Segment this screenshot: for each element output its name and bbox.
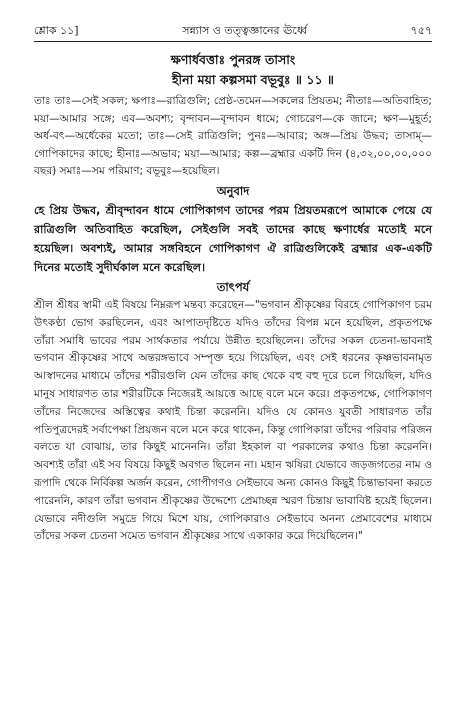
verse-line-1: ক্ষণার্ধবত্তাঃ পুনরঙ্গ তাসাং (170, 52, 296, 67)
book-page (34, 22, 432, 546)
purport-heading: তাৎপর্য (216, 279, 250, 294)
page-number: ৭৫৭ (410, 24, 432, 37)
running-header (34, 22, 432, 38)
chapter-title: সন্ন্যাস ও তত্ত্বজ্ঞানের ঊর্ধ্বে (182, 24, 307, 37)
verse-number-label: শ্লোক ১১] (34, 24, 79, 37)
translation-paragraph: হে প্রিয় উদ্ধব, শ্রীবৃন্দাবন ধামে গোপিকাগণ তাদের পরম প্রিয়তমরূপে আমাকে পেয়ে যে রাত্রিগুলি অতিবাহিত করেছিল, সেইগুলি সবই তাদের কাছে ক্ষণার্ধের মতোই মনে হয়েছিল। অবশ্যই, আমার সঙ্গবিহনে গোপিকাগণ ঐ রাত্রিগুলিকেই ব্রহ্মার এক-একটি দিনের মতোই সুদীর্ঘকাল মনে করেছিল। (34, 203, 432, 274)
purport-paragraph: শ্রীল শ্রীধর স্বামী এই বিষয়ে নিম্নরূপ মন্তব্য করেছেন—"ভগবান শ্রীকৃষ্ণের বিরহে গোপিকাগণ চরম উৎকণ্ঠা ভোগ করছিলেন, এবং আপাতদৃষ্টিতে যদিও তাঁদের বিপন্ন মনে হয়েছিল, প্রকৃতপক্ষে তাঁরা সমাধি ভাবের পরম সার্থকতার পর্যায়ে উন্নীত হয়েছিলেন। তাঁদের সকল চেতনা-ভাবনাই ভগবান শ্রীকৃষ্ণের সাথে অন্তরঙ্গভাবে সম্পৃক্ত হয়ে গিয়েছিল, এবং সেই ধরনের কৃষ্ণভাবনামৃত আস্বাদনের মাধ্যমে তাঁদের শরীরগুলি যেন তাঁদের কাছ থেকে বহু বহু দূরে চলে গিয়েছিল, যদিও মানুষ সাধারণত তার শরীরটিকে নিজেরই আয়ত্তে আছে বলে মনে করে। প্রকৃতপক্ষে, গোপিকাগণ তাঁদের নিজেদের অস্তিত্বের কথাই চিন্তা করেননি। যদিও যে কোনও যুবতী সাধারণত তাঁর পতিপুত্রদেরই সর্বাপেক্ষা প্রিয়জন বলে মনে করে থাকেন, কিন্তু গোপিকারা তাঁদের পরিবার পরিজন বলতে যা বোঝায়, তার কিছুই মানেননি। তাঁরা ইহকাল বা পরকালের কথাও চিন্তা করেননি। অবশ্যই তাঁরা এই সব বিষয়ে কিছুই অবগত ছিলেন না। মহান ঋষিরা যেভাবে জড়জগতের নাম ও রূপাদি থেকে নির্বিকল্প অর্জন করেন, গোপীগণও সেইভাবে অন্য কোনও কিছুই চিন্তাভাবনা করতে পারেননি, কারণ তাঁরা ভগবান শ্রীকৃষ্ণের উদ্দেশ্যে প্রেমাচ্ছন্ন স্মরণ চিন্তায় ভাবাবিষ্ট হয়েই ছিলেন। যেভাবে নদীগুলি সমুদ্রে গিয়ে মিশে যায়, গোপিকারাও সেইভাবে অনন্য প্রেমাবেশের মাধ্যমে তাঁদের সকল চেতনা সমেত ভগবান শ্রীকৃষ্ণের সাথে একাকার করে দিয়েছিলেন।" (34, 298, 432, 543)
verse-line-2: হীনা ময়া কল্পসমা বভূবুঃ ॥ ১১ ॥ (171, 72, 335, 87)
header-divider (34, 41, 432, 42)
synonyms-paragraph: তাঃ তাঃ—সেই সকল; ক্ষপাঃ—রাত্রিগুলি; প্রেষ্ঠ-তমেন—সকলের প্রিয়তম; নীতাঃ—অতিবাহিত; ময়া—আমার সঙ্গে; এব—অবশ্য; বৃন্দাবন—বৃন্দাবন ধামে; গোচরেণ—কে জানে; ক্ষণ—মুহূর্ত; অর্ধ-বৎ—অর্ধেকের মতো; তাঃ—সেই রাত্রিগুলি; পুনঃ—আবার; অঙ্গ—প্রিয় উদ্ধব; তাসাম্—গোপিকাদের কাছে; হীনাঃ—অভাব; ময়া—আমার; কল্প—ব্রহ্মার একটি দিন (৪,৩২,০০,০০,০০০ বছর) সমাঃ—সম পরিমাণ; বভূবুঃ—হয়েছিল। (34, 95, 432, 178)
translation-heading: অনুবাদ (216, 183, 250, 198)
sanskrit-verse (34, 50, 432, 90)
